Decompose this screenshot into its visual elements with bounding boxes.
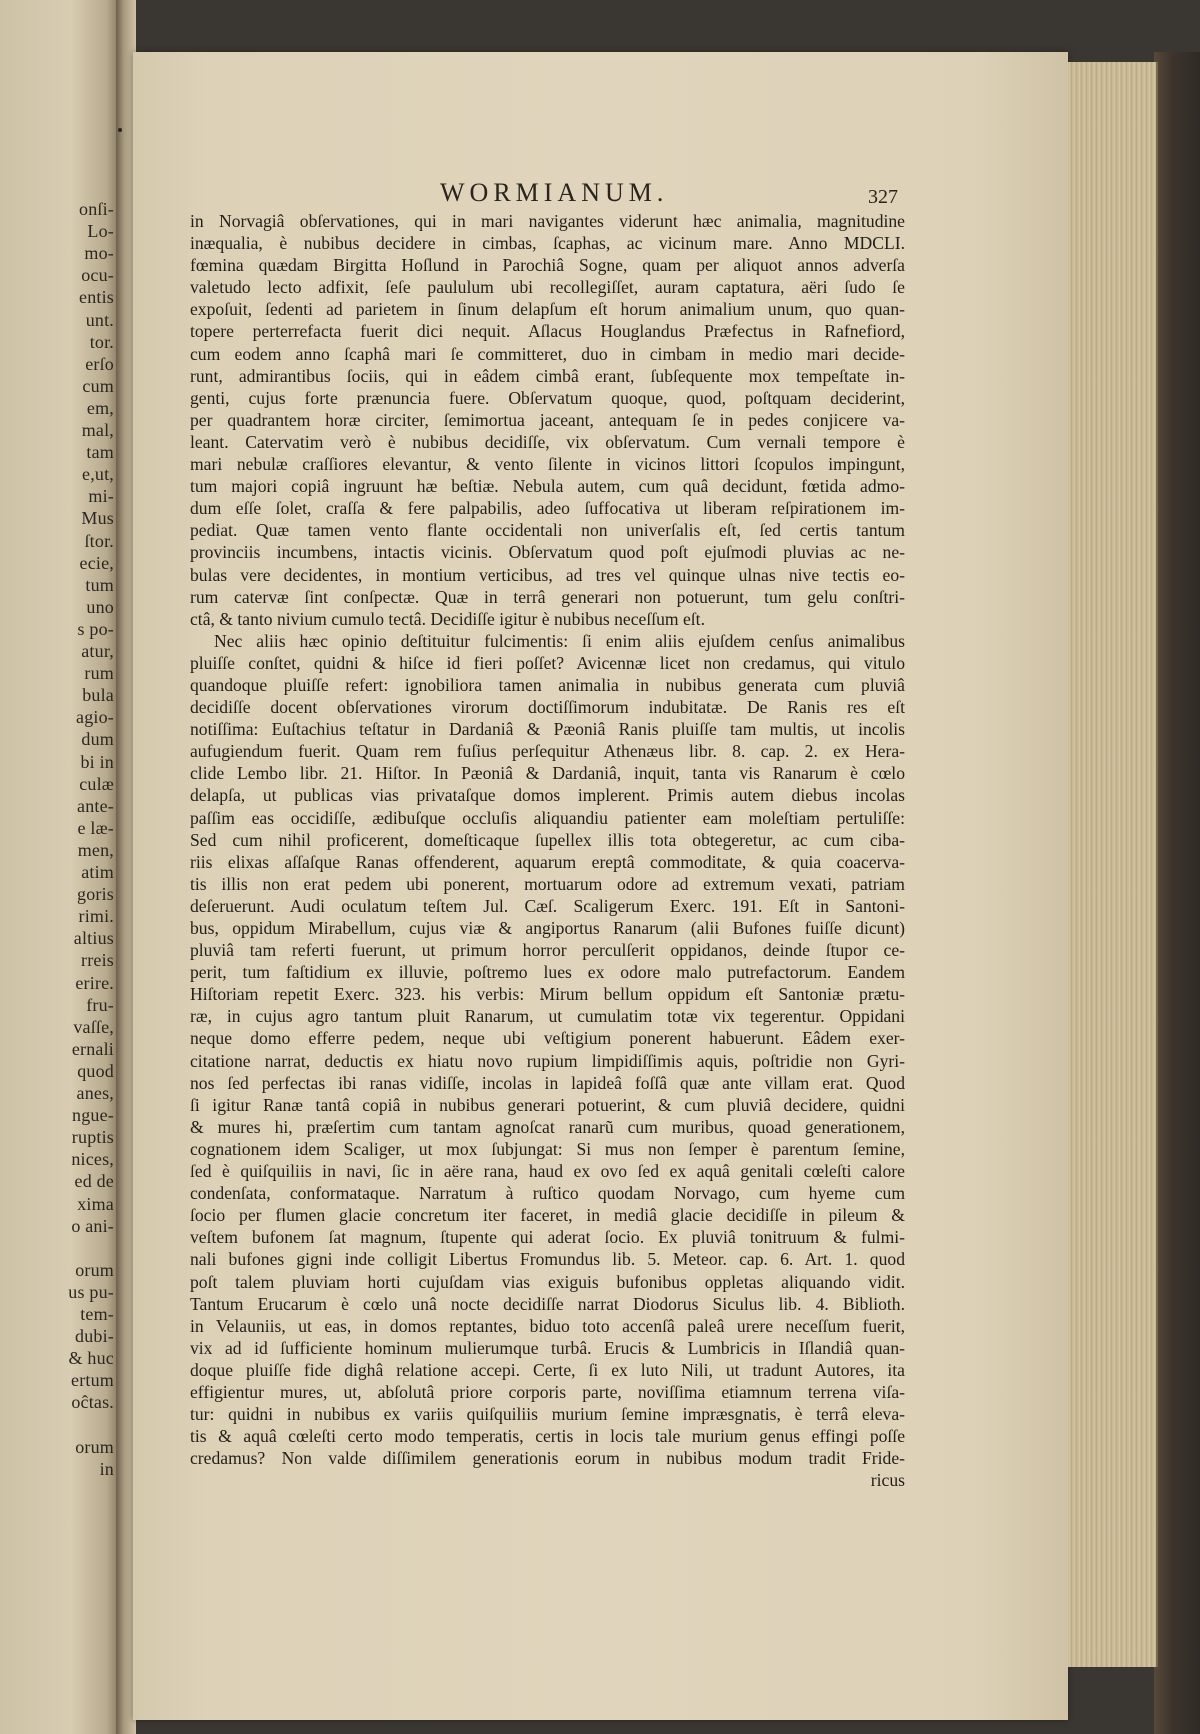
- text-line: dum eſſe ſolet, craſſa & fere palpabilis, adeo ſuffocativa ut liberam reſpirationem im-: [190, 498, 905, 519]
- text-line: Hiſtoriam repetit Exerc. 323. his verbis: Mirum bellum oppidum eſt Santoniæ prætu-: [190, 984, 905, 1005]
- left-page-fragment: ante-: [77, 795, 114, 816]
- text-line: bus, oppidum Mirabellum, cujus viæ & angiportus Ranarum (alii Bufones fuiſſe dicunt): [190, 918, 905, 938]
- left-page-fragment: em,: [86, 397, 114, 418]
- left-page-fragment: cum: [82, 375, 114, 396]
- text-line: veſtem bufonem ſat magnum, ſtupente qui aderat ſocio. Ex pluviâ tonitruum & fulmi-: [190, 1227, 905, 1248]
- left-page-fragment: rum: [84, 663, 114, 684]
- text-line: riis elixas aſſaſque Ranas offenderent, aquarum ereptâ commoditate, & quia coacerva-: [190, 851, 905, 872]
- text-line: poſt talem pluviam horti cujuſdam vias exiguis bufonibus oppletas aliquando vidit.: [190, 1271, 905, 1292]
- left-page-fragment: ertum: [71, 1370, 114, 1391]
- left-page-fragment: xima: [77, 1193, 114, 1214]
- text-line: & mures hi, præſertim cum tantam agnoſcat ranarũ cum muribus, quoad generationem,: [190, 1116, 905, 1137]
- text-line: citatione narrat, deductis ex hiatu novo rupium limpidiſſimis aquis, poſtridie non Gyri-: [190, 1050, 905, 1071]
- left-page-fragment: tam: [86, 442, 114, 463]
- left-page-fragment: Lo-: [87, 221, 114, 242]
- text-line: in Norvagiâ obſervationes, qui in mari navigantes viderunt hæc animalia, magnitudine: [190, 211, 905, 231]
- text-line: bulas vere decidentes, in montium verticibus, ad tres vel quinque ulnas nive tectis eo-: [190, 564, 905, 585]
- text-line: nali bufones gigni inde colligit Libertus Fromundus lib. 5. Meteor. cap. 6. Art. 1. quod: [190, 1249, 905, 1270]
- text-line: ſocio per flumen glacie concretum iter faceret, in mediâ glacie decidiſſe in pileum &: [190, 1205, 905, 1226]
- text-line: genti, cujus forte prænuncia fuere. Obſervatum quoque, quod, poſtquam deciderint,: [190, 387, 905, 408]
- left-page-fragment: culæ: [79, 773, 114, 794]
- text-line: rum catervæ ſint conſpectæ. Quæ in terrâ generari non potuerunt, tum gelu conſtri-: [190, 586, 905, 607]
- text-line: ræ, in cujus agro tantum pluit Ranarum, ut cumulatim totæ vix tegerentur. Oppidani: [190, 1006, 905, 1027]
- text-line: ctâ, & tanto nivium cumulo tectâ. Decidiſſe igitur è nubibus neceſſum eſt.: [190, 608, 705, 629]
- text-line: topere perterrefacta fuerit dici nequit. Aſlacus Houglandus Præfectus in Rafnefiord,: [190, 321, 905, 342]
- left-page-fragment: altius: [73, 928, 114, 949]
- left-page-fragment: oĉtas.: [71, 1392, 114, 1413]
- text-line: tis & aquâ cœleſti certo modo temperatis, certis in locis tale murium genus effingi poſſe: [190, 1426, 905, 1447]
- left-page-fragment: o ani-: [71, 1215, 114, 1236]
- text-line: ſi igitur Ranæ tantâ copiâ in nubibus generari potuerint, & cum pluviâ decidere, quidni: [190, 1094, 905, 1115]
- text-line: quandoque pluiſſe refert: ignobiliora tamen animalia in nubibus generata cum pluviâ: [190, 674, 905, 695]
- text-line: valetudo lecto adfixit, ſeſe paululum ubi recollegiſſet, auram captatura, aëri ſudo ſe: [190, 277, 905, 298]
- left-page-fragment: us pu-: [68, 1281, 114, 1302]
- left-page-fragment: fru-: [86, 994, 114, 1015]
- left-page-fragment: rimi.: [78, 906, 114, 927]
- left-page-fragment: uno: [86, 596, 114, 617]
- left-page-fragment: in: [99, 1458, 114, 1479]
- text-line: effigientur mures, ut, abſolutâ priore corporis parte, noviſſima etiamnum terrena viſa-: [190, 1381, 905, 1402]
- text-line: expoſuit, ſedenti ad parietem in ſinum delapſum eſt horum animalium unum, quo quan-: [190, 299, 905, 320]
- left-page-edge: [0, 0, 118, 1734]
- left-page-fragment: ed de: [74, 1171, 114, 1192]
- left-page-fragment: Mus: [81, 508, 114, 529]
- page-number: 327: [868, 186, 898, 208]
- text-line: perit, tum faſtidium ex illuvie, poſtremo lues ex odore malo putrefactorum. Eandem: [190, 962, 905, 983]
- left-page-fragment: nices,: [71, 1149, 114, 1170]
- left-page-fragment: onſi-: [79, 199, 114, 219]
- left-page-fragment: ocu-: [81, 265, 114, 286]
- left-page-fragment: e,ut,: [82, 464, 114, 485]
- left-page-fragment: e læ-: [77, 817, 114, 838]
- text-line: vix ad id ſufficiente hominum mulierumque turbâ. Erucis & Lumbricis in Iſlandiâ quan-: [190, 1337, 905, 1358]
- text-line: Nec aliis hæc opinio deſtituitur fulcimentis: ſi enim aliis ejuſdem cenſus animalibus: [214, 630, 905, 651]
- left-page-fragment: mal,: [81, 420, 114, 440]
- left-page-fragment: mi-: [88, 486, 114, 507]
- left-page-fragment: goris: [77, 884, 114, 905]
- left-page-fragment: ſtor.: [84, 530, 114, 551]
- text-line: inæqualia, è nubibus decidere in cimbas, ſcaphas, ac vicinum mare. Anno MDCLI.: [190, 233, 905, 254]
- left-page-fragment: tem-: [80, 1304, 114, 1324]
- left-page-fragment: tum: [85, 574, 114, 595]
- text-line: ſed è quiſquiliis in navi, ſic in aëre rana, haud ex ovo ſed ex aquâ genitali cœleſti calore: [190, 1161, 905, 1182]
- left-page-fragment: quod: [77, 1060, 114, 1081]
- text-line: provinciis incumbens, intactis vicinis. Obſervatum quod poſt ejuſmodi pluvias ac ne-: [190, 542, 905, 563]
- body-text: [190, 210, 905, 1491]
- left-page-fragment: dubi-: [75, 1326, 114, 1347]
- left-page-fragment: unt.: [85, 309, 114, 330]
- left-page-fragment: rreis: [81, 950, 114, 971]
- left-page-fragment: mo-: [84, 243, 114, 264]
- left-page-fragment: s po-: [77, 618, 114, 639]
- left-page-fragment: tor.: [89, 331, 114, 352]
- left-page-fragment: agio-: [76, 707, 114, 728]
- text-line: leant. Catervatim verò è nubibus decidiſſe, vix obſervatum. Cum vernali tempore è: [190, 431, 905, 452]
- text-line: ricus: [870, 1470, 905, 1491]
- left-page-fragment: ecie,: [79, 552, 114, 573]
- text-line: runt, admirantibus ſociis, qui in eâdem cimbâ erant, ſubſequente mox tempeſtate in-: [190, 365, 905, 386]
- text-line: nos ſed perfectas ibi ranas vidiſſe, incolas in lapideâ foſſâ quæ ante villam erat. Quod: [190, 1072, 905, 1093]
- text-line: deſeruerunt. Audi oculatum teſtem Jul. Cæſ. Scaligerum Exerc. 191. Eſt in Santoni-: [190, 895, 905, 916]
- text-line: in Velauniis, ut eas, in domos reptantes, biduo toto accenſâ paleâ urere neceſſum fuerit,: [190, 1315, 905, 1336]
- text-line: tum majori copiâ ingruunt hæ beſtiæ. Nebula autem, cum quâ decidunt, fœtida admo-: [190, 476, 905, 497]
- book-cover-edge: [1154, 52, 1200, 1734]
- text-line: clide Lembo libr. 21. Hiſtor. In Pæoniâ & Dardaniâ, inquit, tanta vis Ranarum è cœlo: [190, 763, 905, 784]
- left-page-fragment: orum: [75, 1259, 114, 1280]
- left-page-fragment: ernali: [71, 1038, 114, 1059]
- text-line: per quadrantem horæ circiter, ſemimortua jaceant, antequam ſe in pedes conjicere va-: [190, 409, 905, 430]
- text-line: delapſa, ut publicas vias privataſque domos implerent. Primis autem diebus incolas: [190, 785, 905, 806]
- text-line: mari nebulæ craſſiores elevantur, & vento ſilente in vicinos littori ſcopulos impingunt,: [190, 454, 905, 475]
- text-line: cognationem idem Scaliger, ut mox ſubjungat: Si mus non ſemper è parentum ſemine,: [190, 1138, 905, 1159]
- page-mark: [118, 128, 122, 132]
- text-line: doque pluiſſe fide dighâ relatione accepi. Certe, ſi ex luto Nili, ut tradunt Autores, ita: [190, 1359, 905, 1380]
- page-fore-edge: [1068, 62, 1158, 1667]
- text-line: pediat. Quæ tamen vento flante occidentali non univerſalis eſt, ſed certis tantum: [190, 520, 905, 541]
- text-line: condenſata, conformataque. Narratum à ruſtico quodam Norvago, cum hyeme cum: [190, 1183, 905, 1204]
- left-page-fragment: entis: [79, 287, 114, 308]
- text-line: tur: quidni in nubibus ex variis quiſquiliis murium ſemine impræsgnatis, è terrâ eleva-: [190, 1404, 905, 1425]
- text-line: decidiſſe docent obſervationes virorum doctiſſimorum indubitatæ. De Ranis res eſt: [190, 697, 905, 718]
- left-page-fragment: vaſſe,: [73, 1016, 114, 1037]
- left-page-fragment: anes,: [76, 1083, 114, 1103]
- left-page-fragment: atim: [81, 862, 114, 882]
- text-line: cum eodem anno ſcaphâ mari ſe committeret, duo in cimbam in medio mari decide-: [190, 343, 905, 364]
- text-line: notiſſima: Euſtachius teſtatur in Dardaniâ & Pæoniâ Ranis pluiſſe tam multis, ut incolis: [190, 719, 905, 740]
- left-page-fragment: ruptis: [71, 1127, 114, 1148]
- left-page-fragment: orum: [75, 1436, 114, 1457]
- text-line: paſſim eas occidiſſe, ædibuſque occluſis aliquandiu patienter eam moleſtiam pertuliſſe:: [190, 807, 905, 828]
- left-page-fragment: erſo: [85, 353, 114, 374]
- text-line: fœmina quædam Birgitta Hoſlund in Parochiâ Sogne, quam per aliquot annos adverſa: [190, 255, 905, 276]
- left-page-fragment: men,: [77, 839, 114, 860]
- text-line: tis illis non erat pedem ubi ponerent, mortuarum odore ad extremum vexati, patriam: [190, 873, 905, 894]
- left-page-fragment: & huc: [68, 1348, 114, 1369]
- left-page-fragment: ngue-: [72, 1105, 114, 1126]
- left-page-fragment: bula: [82, 685, 114, 706]
- left-page-fragment: bi in: [80, 751, 114, 772]
- text-line: pluiſſe conſtet, quidni & hiſce id fieri poſſet? Avicennæ licet non credamus, qui vitulo: [190, 652, 905, 673]
- text-line: pluviâ tam referti fuerunt, ut primum horror perculſerit oppidanos, deinde ſtupor ce-: [190, 940, 905, 961]
- running-header: WORMIANUM.: [440, 178, 669, 207]
- text-line: Sed cum nihil proficerent, domeſticaque ſupellex illis tota obtegeretur, ac cum ciba-: [190, 829, 905, 850]
- left-page-fragment: erire.: [75, 972, 114, 993]
- text-line: aufugiendum fuerit. Quam rem fuſius perſequitur Athenæus libr. 8. cap. 2. ex Hera-: [190, 741, 905, 762]
- left-page-fragment: atur,: [81, 641, 114, 661]
- left-page-fragment: dum: [81, 729, 114, 750]
- text-line: Tantum Erucarum è cœlo unâ nocte decidiſſe narrat Diodorus Siculus lib. 4. Biblioth.: [190, 1293, 905, 1314]
- text-line: neque domo efferre pedem, neque ubi veſtigium ponerent habuerunt. Eâdem exer-: [190, 1028, 905, 1049]
- text-line: credamus? Non valde diſſimilem generationis eorum in nubibus modum tradit Fride-: [190, 1448, 905, 1469]
